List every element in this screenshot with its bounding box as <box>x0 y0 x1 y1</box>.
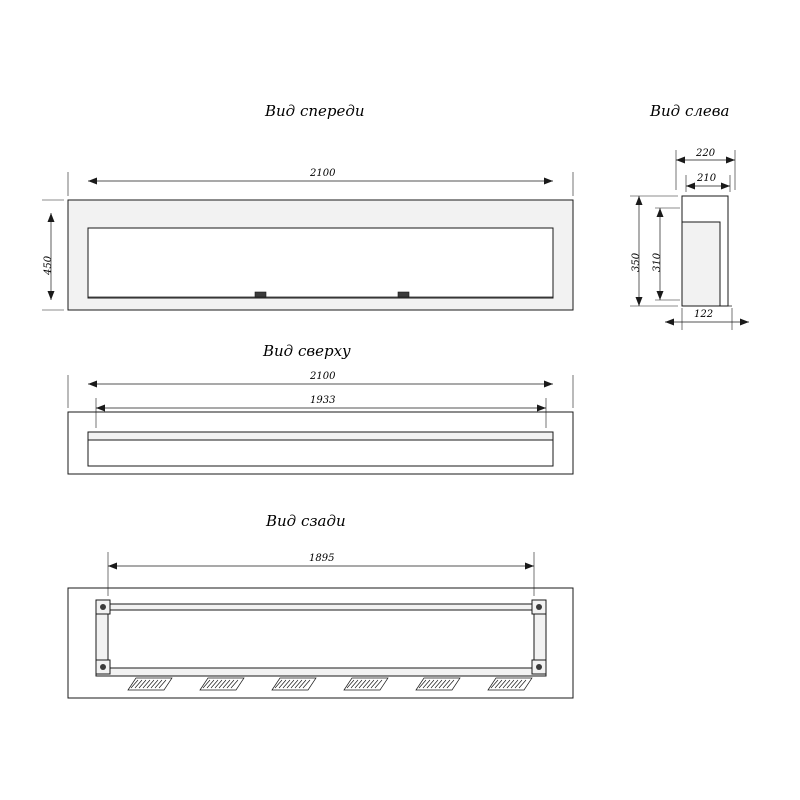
top-view-title: Вид сверху <box>263 342 351 360</box>
front-view-title: Вид спереди <box>265 102 365 120</box>
dim-left-height-outer: 350 <box>631 252 642 272</box>
top-view-geometry <box>68 375 573 474</box>
dim-left-base: 122 <box>694 309 714 320</box>
dim-top-width-outer: 2100 <box>310 371 336 382</box>
dim-top-width-inner: 1933 <box>310 395 336 406</box>
back-view-geometry <box>68 552 573 698</box>
dim-front-height: 450 <box>43 255 54 275</box>
dim-left-height-inner: 310 <box>652 252 663 272</box>
dim-front-width: 2100 <box>310 168 336 179</box>
front-view-geometry <box>42 172 573 310</box>
back-view-title: Вид сзади <box>266 512 346 530</box>
left-view-title: Вид слева <box>650 102 730 120</box>
dim-left-depth-inner: 210 <box>697 173 717 184</box>
dim-left-depth-outer: 220 <box>696 148 716 159</box>
dim-back-width-inner: 1895 <box>309 553 335 564</box>
left-view-geometry <box>630 150 749 330</box>
